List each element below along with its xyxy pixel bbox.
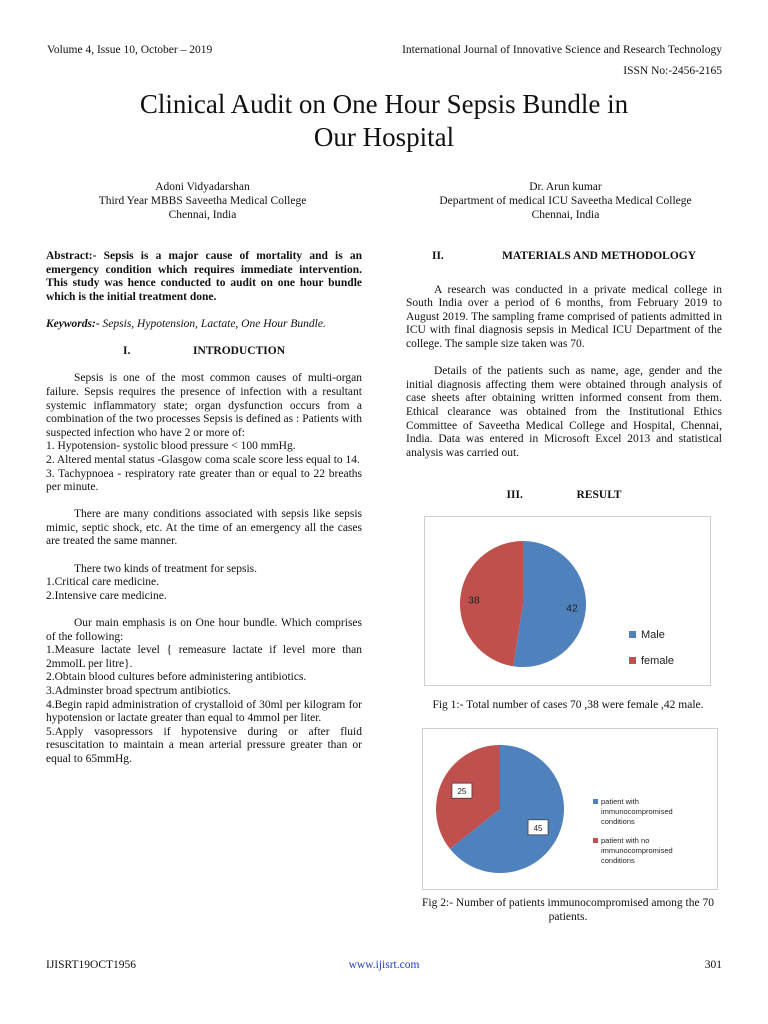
pie-chart-gender xyxy=(425,517,710,685)
paragraph-text: There two kinds of treatment for sepsis. xyxy=(74,562,257,575)
author-name: Dr. Arun kumar xyxy=(529,181,602,193)
section-number: I. xyxy=(122,345,131,358)
keywords xyxy=(46,318,362,332)
pie-chart-immunocompromised xyxy=(423,729,717,889)
list-item: 1. Hypotension- systolic blood pressure < 100 mmHg. xyxy=(46,440,296,453)
paragraph-text: Sepsis is one of the most common causes of multi-organ failure. Sepsis requires the presence of infection with a resultant systemic inflammatory state; organ dysfunction occurs from a combination of the two processes Sepsis is defined as : Patients with suspected infection who have 2 or more of: xyxy=(46,372,362,439)
data-label: 45 xyxy=(533,823,543,833)
footer-paper-id: IJISRT19OCT1956 xyxy=(46,959,137,971)
section-title: RESULT xyxy=(576,489,622,501)
section-number: III. xyxy=(506,489,523,501)
list-item: 3.Adminster broad spectrum antibiotics. xyxy=(46,685,231,697)
data-label: 42 xyxy=(566,602,578,615)
author-place: Chennai, India xyxy=(168,209,237,221)
legend-swatch-immunocompromised xyxy=(593,799,598,804)
section-heading-result xyxy=(406,489,722,501)
legend-label-female: female xyxy=(641,655,675,667)
figure-1-caption: Fig 1:- Total number of cases 70 ,38 were female ,42 male. xyxy=(432,699,704,711)
author-place: Chennai, India xyxy=(531,209,600,221)
list-item: 2.Obtain blood cultures before administering antibiotics. xyxy=(46,671,307,684)
left-column xyxy=(46,250,362,767)
section-number: II. xyxy=(431,250,444,262)
legend-line: immunocompromised xyxy=(601,846,673,855)
legend-label-immunocompromised xyxy=(601,797,675,826)
section-heading-introduction xyxy=(46,345,362,359)
journal-name: International Journal of Innovative Science and Research Technology xyxy=(402,44,722,56)
legend-swatch-no-immunocompromised xyxy=(593,838,598,843)
legend-swatch-male xyxy=(629,631,636,638)
legend-line: immunocompromised xyxy=(601,807,673,816)
legend-line: conditions xyxy=(601,817,635,826)
section-heading-methods xyxy=(406,250,722,264)
methods-paragraph-1: A research was conducted in a private medical college in South India over a period of 6 months, from February 2019 to August 2019. The sampling frame comprised of patients admitted in ICU with final diagnosis sepsis in Medical ICU Department of the college. The sample size taken was 70. xyxy=(406,283,722,350)
author-affiliation: Department of medical ICU Saveetha Medical College xyxy=(439,195,692,207)
title-line-2: Our Hospital xyxy=(313,122,455,152)
author-1 xyxy=(40,180,365,222)
intro-paragraph-4 xyxy=(46,617,362,767)
abstract: Abstract:- Sepsis is a major cause of mortality and is an emergency condition which requires immediate intervention. This study was hence conducted to audit on one hour bundle which is the initial treatment done. xyxy=(46,250,362,303)
list-item: 3. Tachypnoea - respiratory rate greater than or equal to 22 breaths per minute. xyxy=(46,467,362,494)
paragraph-text: Our main emphasis is on One hour bundle. Which comprises of the following: xyxy=(46,617,362,643)
figure-1-chart xyxy=(424,516,711,686)
figure-2-caption: Fig 2:- Number of patients immunocompromised among the 70 patients. xyxy=(422,897,714,923)
issn: ISSN No:-2456-2165 xyxy=(623,65,722,77)
footer-page-number: 301 xyxy=(704,959,722,971)
intro-paragraph-1 xyxy=(46,372,362,494)
legend-line: patient with xyxy=(601,797,639,806)
data-label: 38 xyxy=(468,594,480,607)
list-item: 1.Critical care medicine. xyxy=(46,576,160,589)
author-affiliation: Third Year MBBS Saveetha Medical College xyxy=(98,195,307,207)
methods-paragraph-2: Details of the patients such as name, age, gender and the initial diagnosis affecting them were obtained through analysis of case sheets after obtaining written informed consent from them. Ethical clearance was obtained from the Institutional Ethics Committee of Saveetha Medical College and Hospital, Chennai, India. Data was entered in Microsoft Excel 2013 and statistical analysis was carried out. xyxy=(406,365,722,459)
legend-label-male: Male xyxy=(641,629,665,641)
list-item: 1.Measure lactate level { remeasure lactate if level more than 2mmolL per litre}. xyxy=(46,644,362,670)
list-item: 4.Begin rapid administration of crystalloid of 30ml per kilogram for hypotension or lactate greater than equal to 4mmol per liter. xyxy=(46,698,362,725)
author-name: Adoni Vidyadarshan xyxy=(155,181,250,193)
legend-label-no-immunocompromised xyxy=(601,836,675,865)
paper-title xyxy=(0,88,768,154)
legend-line: patient with no xyxy=(601,836,650,845)
list-item: 5.Apply vasopressors if hypotensive during or after fluid resuscitation to maintain a mean arterial pressure greater than or equal to 65mmHg. xyxy=(46,725,362,765)
list-item: 2.Intensive care medicine. xyxy=(46,589,167,602)
intro-paragraph-3 xyxy=(46,563,362,604)
footer-website-link[interactable]: www.ijisrt.com xyxy=(348,959,420,971)
keywords-text: Sepsis, Hypotension, Lactate, One Hour Bundle. xyxy=(99,317,326,330)
intro-paragraph-2: There are many conditions associated with sepsis like sepsis mimic, septic shock, etc. At the time of an emergency all the cases are treated the same manner. xyxy=(46,508,362,548)
keywords-label: Keywords:- xyxy=(46,317,100,330)
list-item: 2. Altered mental status -Glasgow coma scale score less equal to 14. xyxy=(46,453,360,466)
title-line-1: Clinical Audit on One Hour Sepsis Bundle in xyxy=(139,89,629,119)
section-title: MATERIALS AND METHODOLOGY xyxy=(501,250,697,262)
legend-swatch-female xyxy=(629,657,636,664)
section-title: INTRODUCTION xyxy=(192,345,285,358)
author-2 xyxy=(403,180,728,222)
legend-line: conditions xyxy=(601,856,635,865)
data-label: 25 xyxy=(457,787,467,797)
figure-2-chart xyxy=(422,728,718,890)
right-column xyxy=(406,250,722,474)
volume-info: Volume 4, Issue 10, October – 2019 xyxy=(47,44,213,56)
